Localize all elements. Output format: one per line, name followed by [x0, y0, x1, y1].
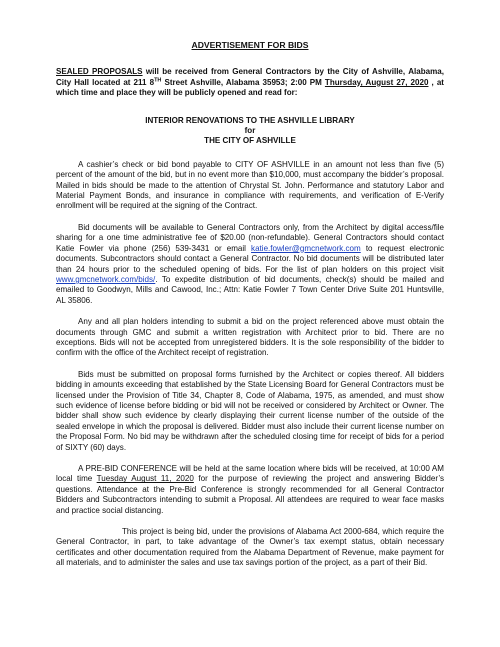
tax-exempt-paragraph: This project is being bid, under the provisions of Alabama Act 2000-684, which require the General Contractor, in part, to take advantage of the Owner’s tax exempt status, obtain necessary certificates and other documentation required from the Alabama Department of Revenue, make payment for all materials, and to administer the sales and use tax savings portion of the project, as a part of their Bid. [56, 527, 444, 568]
intro-text-3: , at which time and place they will be publicly opened and read for: [56, 77, 444, 98]
contact-email-link[interactable]: katie.fowler@gmcnetwork.com [251, 243, 361, 253]
project-owner: THE CITY OF ASHVILLE [204, 136, 296, 146]
project-name: INTERIOR RENOVATIONS TO THE ASHVILLE LIBRARY [145, 115, 355, 125]
proposal-forms-paragraph: Bids must be submitted on proposal forms furnished by the Architect or copies thereof. All bidders bidding in amounts exceeding that established by the State Licensing Board for General Contractors must be licensed under the Provision of Title 34, Chapter 8, Code of Alabama, 1975, as amended, and must show such evidence of license before bidding or bid will not be received or considered by Architect or Owner. The bidder shall show such evidence by clearly displaying their current license number of the outside of the sealed envelope in which the proposal is delivered. Bidder must also include their current license number on the Proposal Form. No bid may be withdrawn after the scheduled closing time for receipt of bids for a period of SIXTY (60) days. [56, 369, 444, 452]
registration-paragraph: Any and all plan holders intending to submit a bid on the project referenced above must obtain the documents through GMC and submit a written registration with Architect prior to bid. There are no exceptions. Bids will not be accepted from unregistered bidders. It is the sole responsibility of the bidder to confirm with the office of the Architect receipt of registration. [56, 317, 444, 358]
bid-bond-paragraph: A cashier’s check or bid bond payable to CITY OF ASHVILLE in an amount not less than five (5) percent of the amount of the bid, but in no event more than $10,000, must accompany the bidder’s proposal. Mailed in bids should be made to the attention of Chrystal St. John. Performance and statutory Labor and Material Payment Bonds, and insurance in compliance with requirements, and verification of E-Verify enrollment will be required at the signing of the Contract. [56, 159, 444, 211]
pre-bid-conference-paragraph [56, 464, 444, 516]
project-for: for [244, 126, 256, 136]
sealed-proposals-label: SEALED PROPOSALS [56, 67, 143, 77]
pre-bid-text-2: for the purpose of reviewing the project and answering Bidder’s questions. Attendance at the Pre-Bid Conference is strongly recommended for all General Contractor Bidders and Subcontractors intending to submit a Proposal. All attendees are required to wear face masks and practice social distancing. [56, 474, 444, 515]
intro-text-2: Street Ashville, Alabama 35953; 2:00 PM [161, 77, 325, 87]
intro-text-1: will be received from General Contractors by the City of Ashville, Alabama, City Hall located at 211 8 [56, 67, 444, 87]
pre-bid-text-1: A PRE-BID CONFERENCE will be held at the same location where bids will be received, at 10:00 AM local time [56, 464, 444, 484]
document-title: ADVERTISEMENT FOR BIDS [191, 40, 309, 50]
bid-documents-text-3: . To expedite distribution of bid documents, check(s) should be mailed and emailed to Goodwyn, Mills and Cawood, Inc.; Attn: Katie Fowler 7 Town Center Drive Suite 201 Huntsville, AL 35806. [56, 274, 444, 305]
bid-documents-paragraph [56, 223, 444, 306]
project-heading [56, 116, 444, 147]
bid-documents-text-2: to request electronic documents. Subcontractors should contact a General Contractor. No bid documents will be distributed later than 24 hours prior to the scheduled opening of bids. For the list of plan holders on this project visit [56, 243, 444, 274]
street-ordinal-suffix: TH [154, 77, 162, 84]
pre-bid-date: Tuesday August 11, 2020 [96, 474, 194, 484]
intro-paragraph [56, 67, 444, 98]
plan-holders-url-link[interactable]: www.gmcnetwork.com/bids/ [56, 274, 156, 284]
bid-documents-text-1: Bid documents will be available to General Contractors only, from the Architect by digital access/file sharing for a one time administrative fee of $20.00 (non-refundable). General Contractors should contact Katie Fowler via phone (256) 539-3431 or email [56, 222, 444, 253]
bid-opening-date: Thursday, August 27, 2020 [324, 77, 429, 87]
